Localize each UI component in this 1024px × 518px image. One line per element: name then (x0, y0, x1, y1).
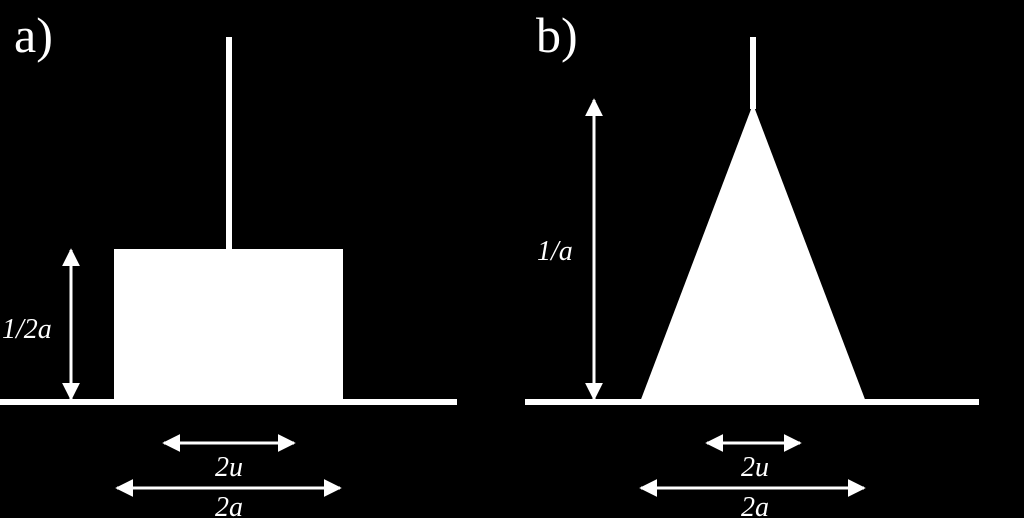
panel-a (0, 7, 457, 518)
panel-a-baseline (0, 399, 457, 405)
panel-a-height-label: 1/2a (2, 314, 52, 345)
panel-b-height-label: 1/a (537, 236, 573, 267)
panel-b-outer-width-label: 2a (741, 492, 769, 518)
panel-b (525, 7, 979, 518)
panel-b-vertical-line (750, 37, 756, 109)
triangle-shape (640, 104, 866, 402)
panel-b-inner-width-label: 2u (741, 452, 769, 483)
panel-a-outer-width-label: 2a (215, 492, 243, 518)
rectangle-shape (114, 249, 343, 402)
panel-b-baseline (525, 399, 979, 405)
panel-b-label: b) (536, 7, 578, 63)
panel-a-label: a) (14, 7, 53, 63)
panel-a-vertical-line (226, 37, 232, 251)
panel-a-inner-width-label: 2u (215, 452, 243, 483)
